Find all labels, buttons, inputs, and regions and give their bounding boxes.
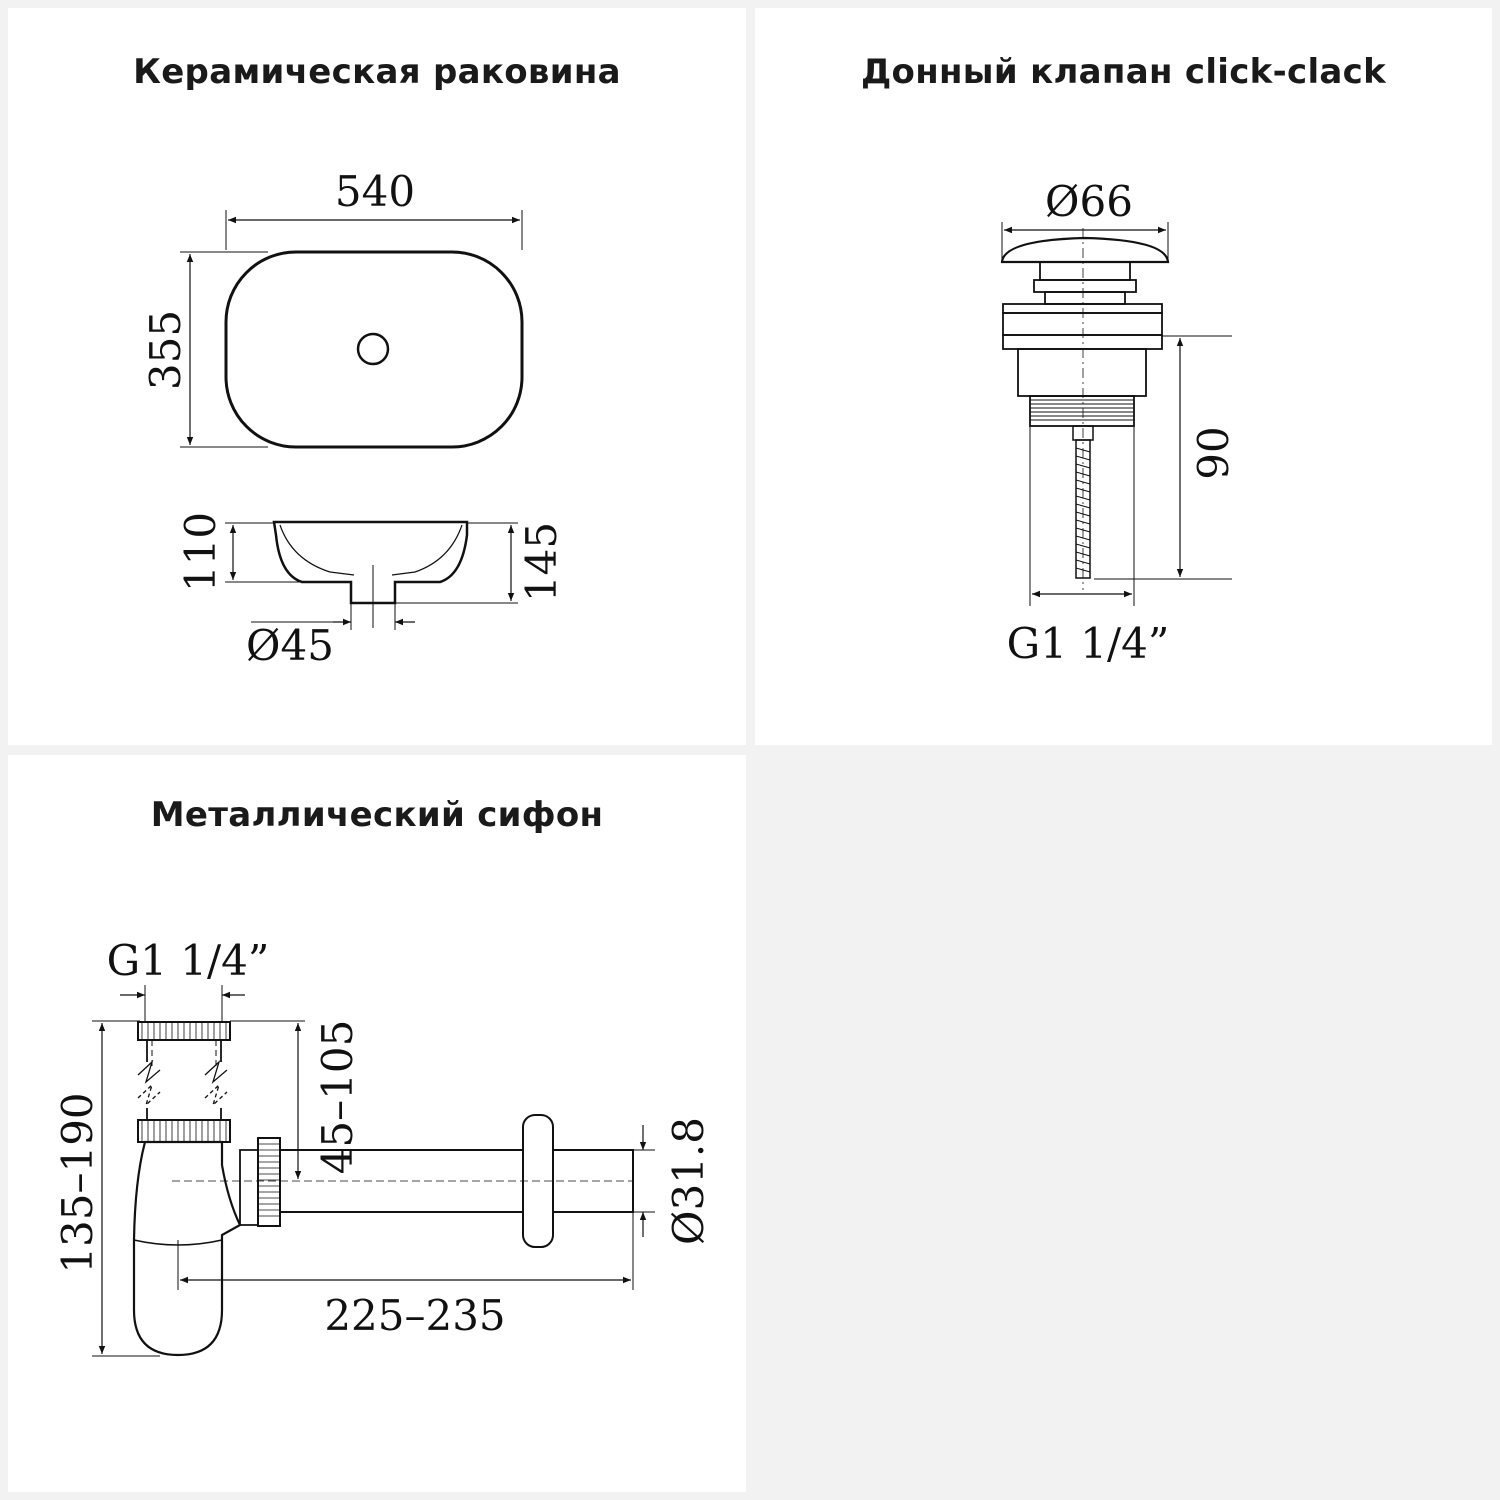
sink-width-label: 540 <box>334 167 416 216</box>
sink-drain-diameter-label: Ø45 <box>246 621 334 670</box>
valve-thread-label: G1 1/4” <box>1006 619 1170 668</box>
panel-title: Металлический сифон <box>150 795 604 835</box>
siphon-adjust-label: 45–105 <box>313 1019 362 1175</box>
siphon-thread-label: G1 1/4” <box>106 936 270 985</box>
siphon-length-label: 225–235 <box>324 1291 506 1340</box>
siphon-pipe-diameter-label: Ø31.8 <box>664 1117 713 1245</box>
panel-title: Донный клапан click-clack <box>860 52 1387 92</box>
sink-depth-label: 355 <box>141 309 190 391</box>
sink-bowl-height-label: 110 <box>176 511 225 593</box>
panel-title: Керамическая раковина <box>133 52 621 92</box>
sink-top-view <box>180 210 522 447</box>
valve-cap-diameter-label: Ø66 <box>1045 177 1133 226</box>
sink-side-view <box>225 522 518 630</box>
click-clack-valve-drawing <box>1002 222 1232 606</box>
siphon-height-label: 135–190 <box>53 1092 102 1274</box>
sink-total-height-label: 145 <box>517 521 566 603</box>
valve-height-label: 90 <box>1189 426 1238 480</box>
